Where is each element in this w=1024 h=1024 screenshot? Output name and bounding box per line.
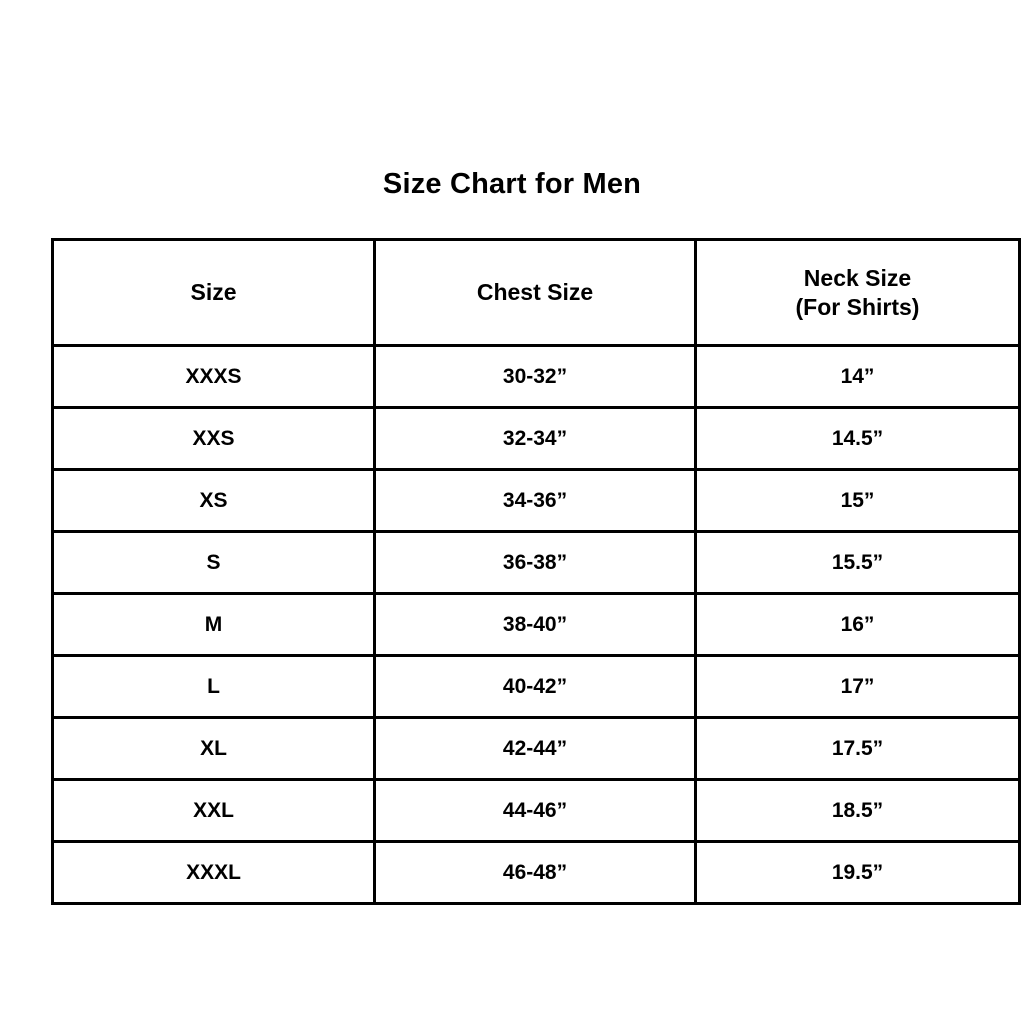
column-header-neck-size-label: Neck Size <box>803 264 912 291</box>
cell-size: M <box>53 594 375 656</box>
column-header-chest-size <box>375 240 696 346</box>
cell-size: L <box>53 656 375 718</box>
table-row <box>53 718 1020 780</box>
cell-neck: 16” <box>696 594 1020 656</box>
cell-chest: 44-46” <box>375 780 696 842</box>
size-chart-table <box>51 238 1021 905</box>
cell-chest: 32-34” <box>375 408 696 470</box>
cell-size: XXXL <box>53 842 375 904</box>
table-row <box>53 842 1020 904</box>
cell-size: XS <box>53 470 375 532</box>
cell-chest: 34-36” <box>375 470 696 532</box>
table-row <box>53 656 1020 718</box>
cell-chest: 38-40” <box>375 594 696 656</box>
column-header-chest-size-label: Chest Size <box>476 279 594 306</box>
table-row <box>53 780 1020 842</box>
cell-neck: 14.5” <box>696 408 1020 470</box>
column-header-neck-size-sublabel: (For Shirts) <box>795 293 920 320</box>
page-title: Size Chart for Men <box>382 168 642 200</box>
cell-neck: 15” <box>696 470 1020 532</box>
cell-size: XXS <box>53 408 375 470</box>
table-header-row <box>53 240 1020 346</box>
cell-neck: 18.5” <box>696 780 1020 842</box>
column-header-size <box>53 240 375 346</box>
column-header-size-label: Size <box>190 279 237 306</box>
column-header-neck-size <box>696 240 1020 346</box>
cell-size: XXL <box>53 780 375 842</box>
table-row <box>53 408 1020 470</box>
cell-chest: 40-42” <box>375 656 696 718</box>
table-body <box>53 346 1020 904</box>
table-row <box>53 594 1020 656</box>
cell-size: S <box>53 532 375 594</box>
table-row <box>53 532 1020 594</box>
table-header <box>53 240 1020 346</box>
cell-size: XL <box>53 718 375 780</box>
cell-neck: 17” <box>696 656 1020 718</box>
cell-chest: 42-44” <box>375 718 696 780</box>
cell-neck: 17.5” <box>696 718 1020 780</box>
cell-size: XXXS <box>53 346 375 408</box>
size-chart-table-wrapper <box>51 238 973 905</box>
cell-chest: 30-32” <box>375 346 696 408</box>
cell-chest: 36-38” <box>375 532 696 594</box>
table-row <box>53 470 1020 532</box>
cell-chest: 46-48” <box>375 842 696 904</box>
table-row <box>53 346 1020 408</box>
cell-neck: 19.5” <box>696 842 1020 904</box>
cell-neck: 15.5” <box>696 532 1020 594</box>
cell-neck: 14” <box>696 346 1020 408</box>
